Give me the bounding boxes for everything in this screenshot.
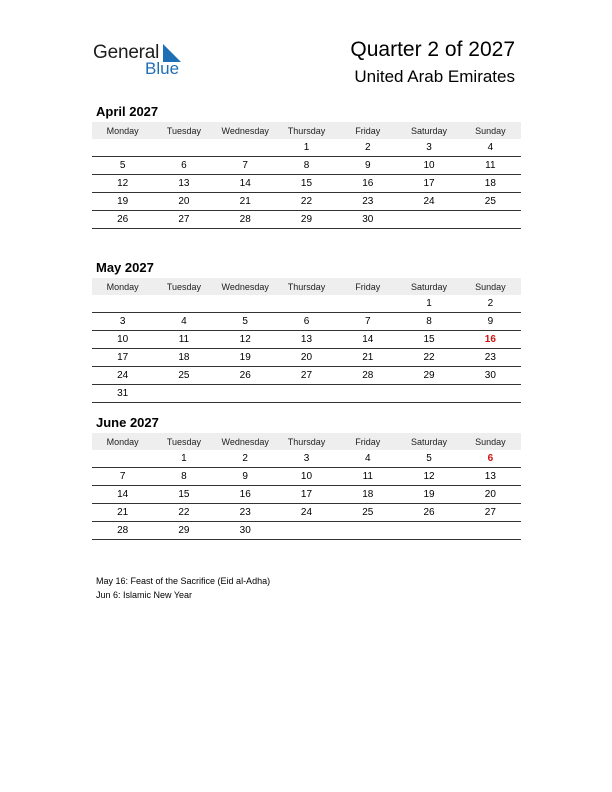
day-cell: 6 bbox=[153, 157, 214, 175]
day-cell: 10 bbox=[276, 468, 337, 486]
week-row bbox=[92, 522, 521, 540]
month-april bbox=[92, 102, 521, 229]
day-cell: 8 bbox=[276, 157, 337, 175]
day-cell: 21 bbox=[92, 504, 153, 522]
day-cell: 24 bbox=[276, 504, 337, 522]
holiday-note: Jun 6: Islamic New Year bbox=[96, 590, 193, 600]
day-cell bbox=[276, 385, 337, 403]
day-cell: 15 bbox=[153, 486, 214, 504]
day-cell: 22 bbox=[398, 349, 459, 367]
day-cell bbox=[337, 385, 398, 403]
weekday-header: Tuesday bbox=[153, 433, 214, 450]
weekday-header: Thursday bbox=[276, 278, 337, 295]
day-cell: 27 bbox=[153, 211, 214, 229]
logo-blue-text: Blue bbox=[145, 59, 180, 78]
month-title: June 2027 bbox=[96, 415, 159, 430]
weekday-header: Saturday bbox=[398, 122, 459, 139]
weekday-header: Saturday bbox=[398, 433, 459, 450]
day-cell: 23 bbox=[460, 349, 521, 367]
day-cell: 30 bbox=[337, 211, 398, 229]
generalblue-logo bbox=[93, 40, 193, 80]
logo-general-text: General bbox=[93, 42, 160, 63]
week-row bbox=[92, 349, 521, 367]
weekday-header: Wednesday bbox=[215, 433, 276, 450]
day-cell bbox=[398, 522, 459, 540]
weekday-header: Friday bbox=[337, 433, 398, 450]
week-row bbox=[92, 295, 521, 313]
day-cell: 8 bbox=[153, 468, 214, 486]
calendar-table bbox=[92, 433, 521, 540]
day-cell: 7 bbox=[337, 313, 398, 331]
day-cell: 26 bbox=[398, 504, 459, 522]
weekday-header: Monday bbox=[92, 433, 153, 450]
day-cell: 30 bbox=[460, 367, 521, 385]
day-cell: 12 bbox=[398, 468, 459, 486]
day-cell bbox=[276, 295, 337, 313]
day-cell: 9 bbox=[460, 313, 521, 331]
day-cell: 13 bbox=[460, 468, 521, 486]
holiday-day-cell: 16 bbox=[460, 331, 521, 349]
day-cell: 22 bbox=[276, 193, 337, 211]
weekday-header: Tuesday bbox=[153, 122, 214, 139]
weekday-header: Wednesday bbox=[215, 278, 276, 295]
day-cell: 11 bbox=[153, 331, 214, 349]
day-cell bbox=[153, 295, 214, 313]
day-cell: 24 bbox=[92, 367, 153, 385]
week-row bbox=[92, 367, 521, 385]
day-cell: 5 bbox=[398, 450, 459, 468]
day-cell: 4 bbox=[337, 450, 398, 468]
day-cell bbox=[92, 139, 153, 157]
day-cell: 15 bbox=[398, 331, 459, 349]
day-cell: 14 bbox=[337, 331, 398, 349]
day-cell: 17 bbox=[92, 349, 153, 367]
day-cell bbox=[337, 522, 398, 540]
day-cell bbox=[215, 295, 276, 313]
day-cell: 18 bbox=[460, 175, 521, 193]
day-cell: 12 bbox=[215, 331, 276, 349]
day-cell: 13 bbox=[153, 175, 214, 193]
day-cell: 23 bbox=[337, 193, 398, 211]
day-cell: 17 bbox=[276, 486, 337, 504]
day-cell: 2 bbox=[460, 295, 521, 313]
day-cell bbox=[337, 295, 398, 313]
week-row bbox=[92, 450, 521, 468]
day-cell bbox=[276, 522, 337, 540]
day-cell: 18 bbox=[337, 486, 398, 504]
day-cell: 17 bbox=[398, 175, 459, 193]
week-row bbox=[92, 385, 521, 403]
day-cell: 26 bbox=[92, 211, 153, 229]
day-cell: 6 bbox=[276, 313, 337, 331]
day-cell: 25 bbox=[337, 504, 398, 522]
day-cell: 25 bbox=[460, 193, 521, 211]
day-cell: 8 bbox=[398, 313, 459, 331]
day-cell: 28 bbox=[337, 367, 398, 385]
weekday-header: Wednesday bbox=[215, 122, 276, 139]
day-cell: 18 bbox=[153, 349, 214, 367]
week-row bbox=[92, 486, 521, 504]
week-row bbox=[92, 313, 521, 331]
day-cell: 19 bbox=[92, 193, 153, 211]
day-cell: 10 bbox=[398, 157, 459, 175]
weekday-header: Monday bbox=[92, 278, 153, 295]
day-cell: 19 bbox=[398, 486, 459, 504]
day-cell: 27 bbox=[276, 367, 337, 385]
week-row bbox=[92, 211, 521, 229]
day-cell: 11 bbox=[337, 468, 398, 486]
weekday-header: Thursday bbox=[276, 433, 337, 450]
holiday-note: May 16: Feast of the Sacrifice (Eid al-Adha) bbox=[96, 576, 271, 586]
day-cell: 28 bbox=[215, 211, 276, 229]
week-row bbox=[92, 468, 521, 486]
day-cell: 3 bbox=[398, 139, 459, 157]
day-cell: 16 bbox=[215, 486, 276, 504]
month-may bbox=[92, 258, 521, 403]
day-cell bbox=[460, 522, 521, 540]
weekday-header: Tuesday bbox=[153, 278, 214, 295]
weekday-header: Thursday bbox=[276, 122, 337, 139]
day-cell: 23 bbox=[215, 504, 276, 522]
weekday-header: Sunday bbox=[460, 433, 521, 450]
day-cell: 24 bbox=[398, 193, 459, 211]
week-row bbox=[92, 139, 521, 157]
week-row bbox=[92, 175, 521, 193]
day-cell: 1 bbox=[398, 295, 459, 313]
day-cell: 31 bbox=[92, 385, 153, 403]
day-cell: 12 bbox=[92, 175, 153, 193]
day-cell: 30 bbox=[215, 522, 276, 540]
day-cell: 11 bbox=[460, 157, 521, 175]
day-cell: 7 bbox=[215, 157, 276, 175]
day-cell: 3 bbox=[92, 313, 153, 331]
month-june bbox=[92, 413, 521, 540]
day-cell: 25 bbox=[153, 367, 214, 385]
day-cell: 7 bbox=[92, 468, 153, 486]
week-row bbox=[92, 331, 521, 349]
day-cell: 28 bbox=[92, 522, 153, 540]
holiday-notes bbox=[96, 574, 270, 602]
day-cell bbox=[398, 385, 459, 403]
day-cell bbox=[92, 450, 153, 468]
day-cell bbox=[460, 385, 521, 403]
day-cell: 21 bbox=[215, 193, 276, 211]
day-cell bbox=[215, 139, 276, 157]
day-cell: 16 bbox=[337, 175, 398, 193]
day-cell: 9 bbox=[215, 468, 276, 486]
month-title: April 2027 bbox=[96, 104, 159, 119]
weekday-header: Saturday bbox=[398, 278, 459, 295]
week-row bbox=[92, 157, 521, 175]
day-cell: 2 bbox=[215, 450, 276, 468]
weekday-header: Sunday bbox=[460, 122, 521, 139]
day-cell: 14 bbox=[215, 175, 276, 193]
day-cell bbox=[153, 385, 214, 403]
calendar-table bbox=[92, 122, 521, 229]
page-title: Quarter 2 of 2027 bbox=[350, 38, 515, 61]
day-cell bbox=[398, 211, 459, 229]
day-cell: 14 bbox=[92, 486, 153, 504]
day-cell: 5 bbox=[92, 157, 153, 175]
day-cell bbox=[153, 139, 214, 157]
day-cell: 20 bbox=[276, 349, 337, 367]
day-cell: 10 bbox=[92, 331, 153, 349]
week-row bbox=[92, 504, 521, 522]
day-cell: 1 bbox=[276, 139, 337, 157]
day-cell: 3 bbox=[276, 450, 337, 468]
weekday-header: Monday bbox=[92, 122, 153, 139]
day-cell: 1 bbox=[153, 450, 214, 468]
weekday-header: Sunday bbox=[460, 278, 521, 295]
day-cell: 15 bbox=[276, 175, 337, 193]
day-cell bbox=[460, 211, 521, 229]
day-cell: 5 bbox=[215, 313, 276, 331]
month-title: May 2027 bbox=[96, 260, 154, 275]
calendar-table bbox=[92, 278, 521, 403]
day-cell: 2 bbox=[337, 139, 398, 157]
day-cell: 22 bbox=[153, 504, 214, 522]
day-cell: 20 bbox=[153, 193, 214, 211]
holiday-day-cell: 6 bbox=[460, 450, 521, 468]
day-cell bbox=[92, 295, 153, 313]
day-cell: 26 bbox=[215, 367, 276, 385]
day-cell: 4 bbox=[153, 313, 214, 331]
weekday-header: Friday bbox=[337, 278, 398, 295]
day-cell: 29 bbox=[153, 522, 214, 540]
day-cell: 27 bbox=[460, 504, 521, 522]
week-row bbox=[92, 193, 521, 211]
day-cell: 19 bbox=[215, 349, 276, 367]
day-cell: 13 bbox=[276, 331, 337, 349]
day-cell: 29 bbox=[276, 211, 337, 229]
day-cell: 20 bbox=[460, 486, 521, 504]
day-cell: 9 bbox=[337, 157, 398, 175]
weekday-header: Friday bbox=[337, 122, 398, 139]
country-subtitle: United Arab Emirates bbox=[354, 67, 515, 86]
day-cell bbox=[215, 385, 276, 403]
day-cell: 29 bbox=[398, 367, 459, 385]
day-cell: 21 bbox=[337, 349, 398, 367]
day-cell: 4 bbox=[460, 139, 521, 157]
